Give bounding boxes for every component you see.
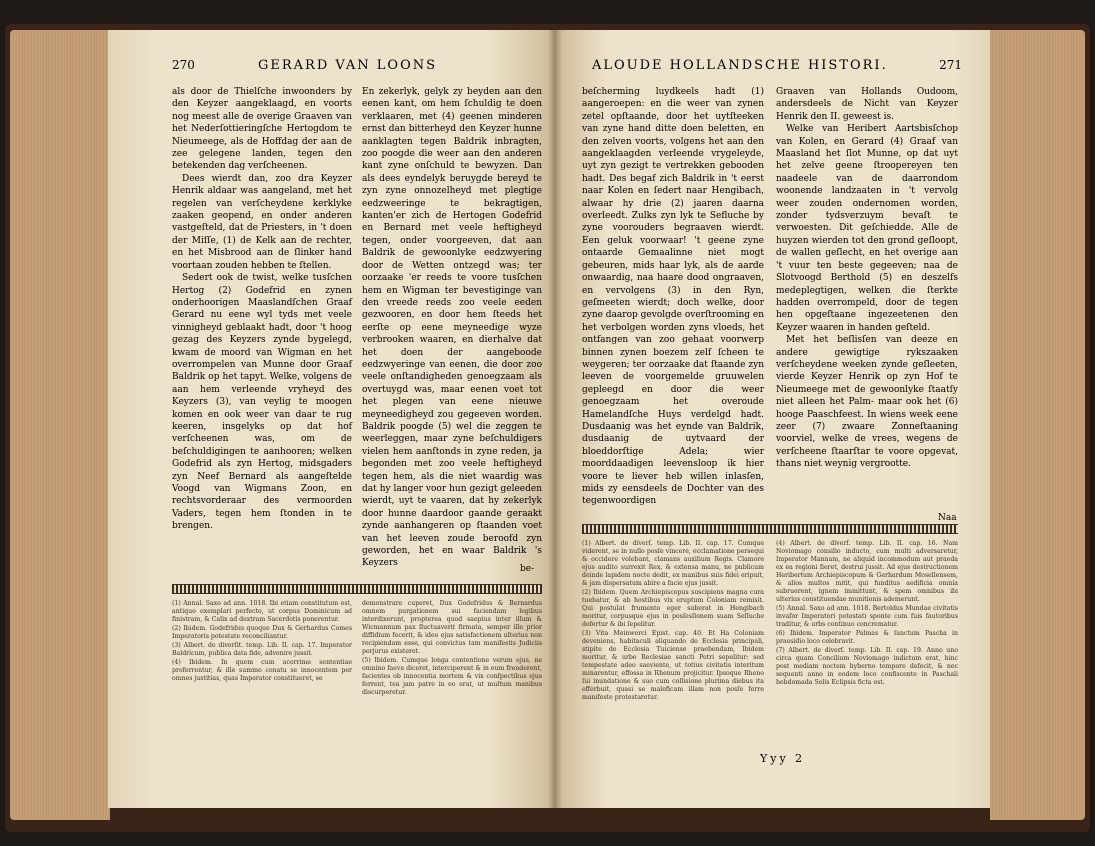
footnote: (1) Annal. Saxo ad ann. 1018. Ibi etiam constitutum est, antiquo exemplari perfecto, ut corpus Dominicum ad finistram, & Calix ad dextram Sacerdotis ponerentur.: [172, 600, 352, 623]
paragraph: Met het beſlisſen van deeze en andere gewigtige rykszaaken verſcheydene weeken zynde geſleeten, vierde Keyzer Henrik op zyn Hof te Nieumeege met de gewoonlyke ſtaatſy niet alleen het Palm- maar ook het (6) hooge Paaschfeest. In wiens week eene zeer (7) zwaare Zonneſtaaning voorviel, welke de vrees, wegens de verſcheene ſtaarſtar te voore opgevat, thans niet weynig vergrootte.: [776, 335, 958, 470]
page-edges-left: [10, 30, 110, 820]
right-footnotes-1: [582, 540, 764, 750]
left-running-head: [172, 58, 542, 78]
footnote: (3) Vita Meinwerci Epist. cap. 40. Et Ha Coloniam deveniens, habitaculi aliquando de Ecclesia principali, stipite de Ecclesia Tuiciense praebendam, Ibidem moritur, & urbe Reclesiae sancti Petri sepelitur: sed tempestate adeo saeviente, ut totius civitatis interitum minarentur, effossa in Rhenum projicitur. Ipsoque Rheno ſui inundatione & suo cum collisione plurima diebus ita efferbuit, quasi se maleficam illam non posſe ferre manifeste protestaretur.: [582, 630, 764, 701]
paragraph: Dees wierdt dan, zoo dra Keyzer Henrik aldaar was aangeland, met het regelen van verſcheydene kerklyke zaaken geopend, en onder anderen vastgeſteld, dat de Priesters, in 't doen der Miſſe, (1) de Kelk aan de rechter, en het Misbrood aan de ſlinker hand voortaan zouden hebben te ſtellen.: [172, 173, 352, 271]
right-running-title: ALOUDE HOLLANDSCHE HISTORI.: [592, 58, 888, 73]
footnote: (4) Ibidem. In quem cum acerrime sententiae proferrentur, & ille summo conatu se innocentem per omnes justitias, quas Imperator constitueret, se: [172, 659, 352, 682]
book-gutter: [548, 30, 562, 808]
footnote: (4) Albert. de diverſ. temp. Lib. II. cap. 16. Nam Noviomago consilio inducto, cum multi adversaretur, Imperator Mannam, ne aliquid incommodum aut praeda ex ea regioni fieret, destrui jussit. Ad ejus destructionem Heribertum Archiepiscopum & Gerhardum Mosellensem, & alios multos mitit, qui funditus aedificia omnia subruerent, ignem immittunt, & spem omnibus ibi ulterius constituendae munitionis ademerunt.: [776, 540, 958, 603]
right-page-number: 271: [939, 58, 962, 72]
right-footnotes-2: [776, 540, 958, 738]
footnote: demonstrare cuperet, Dux Godefridus & Bernardus omnem purgationem sui faciendam legibus interdixerunt, propterea quod saepius inter illum & Wicmannum pax fluctuaverit firmata, semper ille prior diffidium fecerit, & ideo ejus satisfactionem ulterius non recipiendam esse, qui convictus tam manifestis Judiciis perjurus existeret.: [362, 600, 542, 655]
right-column-2: [776, 86, 958, 506]
right-running-head: [592, 58, 962, 78]
paragraph: Welke van Heribert Aartsbisſchop van Kolen, en Gerard (4) Graaf van Maasland het ſlot Munne, op dat uyt het zelve geene ſtroopereyen ten naadeele van de daarrondom woonende landzaaten in 't vervolg weer zouden ondernomen worden, zonder tydsverzuym bevaſt te verwoesten. Dit geſchiedde. Alle de huyzen wierden tot den grond geſloopt, de wallen geſlecht, en het overige aan 't vuur ten beste gegeeven; naa de Slotvoogd Berthold (5) en deszelfs medeplegtigen, welken die ſterkte hadden overrompeld, door de tegen hen opgeſtaane ingezeetenen den Keyzer waaren in handen geſteld.: [776, 124, 958, 333]
left-column-2: [362, 86, 542, 569]
left-page-number: 270: [172, 58, 195, 72]
footnote: (1) Albert. de diverſ. temp. Lib. II. cap. 17. Cumque viderent, se in nullo posſe vincere, ecclamatione persequi & occidere volebant, clamans auxilium Regis. Clamore ejus audito surrexit Rex, & extensa manu, ne publicum deinde lapidem nocte dedit, ex manibus suis fidei eripuit, & jam dispersatum abire a facie ejus jussit.: [582, 540, 764, 587]
right-ornamental-rule: [582, 524, 958, 534]
footnote: (7) Albert. de diverſ. temp. Lib. II. cap. 19. Anno uno circa quam Concilium Noviomago indictum erat, hinc post mediam noctem hyberno tempore defecit, & nec sequenti anno in eodem loco confiscente in Paschali hebdomada Solis Eclipsis ficta est.: [776, 647, 958, 686]
signature-mark: Yyy 2: [760, 752, 806, 765]
page-edges-right: [990, 30, 1085, 820]
paragraph: En zekerlyk, gelyk zy beyden aan den eenen kant, om hem ſchuldig te doen verklaaren, met (4) geenen minderen ernst dan bitterheyd den Keyzer hunne aanklagten tegen Baldrik inbragten, zoo poogde die weer aan den anderen kant zyne onſchuld te bewyzen. Dan als dees eyndelyk beruygde bereyd te zyn zyne onnozelheyd met plegtige eedzweeringe te bekragtigen, kanten'er zich de Hertogen Godefrid en Bernard met veele heftigheyd tegen, onder voorgeeven, dat aan Baldrik de gewoonlyke eedzwyering door de Wetten ontzegd was; ter oorzaake 'er reeds te voore tusſchen hem en Wigman ter bevestiginge van den vreede reeds zoo veele eeden gezwooren, en door hem ſteeds het eerſte op eene meyneedige wyze verbrooken waaren, en dierhalve dat het doen der aangeboode eedzwyeringe van eenen, die door zoo veele onſtandigheden genoegzaam als overtuygd was, maar eenen voet tot het plegen van eene nieuwe meyneedigheyd zou gegeeven worden. Baldrik poogde (5) wel die zeggen te weerleggen, maar zyne beſchuldigers vielen hem aanſtonds in zyne reden, ja begonden met zoo veele heftigheyd tegen hem, als die niet waardig was dat hy langer voor hun gezigt geleeden wierdt, uyt te vaaren, dat hy zekerlyk door hunne daardoor gaande geraakt zynde aanhangeren op ſtaanden voet van het leeven zoude beroofd zyn geworden, het en waar Baldrik 's Keyzers: [362, 87, 542, 569]
paragraph: als door de Thielſche inwoonders by den Keyzer aangeklaagd, en voorts nog meest alle de overige Graaven van het Nederſottieringſche Hertogdom te Nieumeege, als de Hoffdag der aan de zee gelegene landen, tegen den betekenden dag verſcheenen.: [172, 87, 352, 172]
left-running-title: GERARD VAN LOONS: [258, 58, 438, 73]
footnote: (6) Ibidem. Imperator Palmas & ſanctum Pascha in praesidio loco celebravit.: [776, 630, 958, 645]
left-ornamental-rule: [172, 584, 542, 594]
right-catchword: Naa: [938, 513, 957, 523]
left-catchword: be-: [520, 564, 535, 574]
footnote: (5) Ibidem. Cumque longa contentione verum ejus, ne omnino faeva diceret, interciperent & in eum frenderent, facientes ob innocentia mortem & vix confpectibus ejus ferrent, tea jam patre in eo erat, ut multum manibus discurperetur.: [362, 657, 542, 696]
footnote: (3) Albert. de diverſit. temp. Lib. II. cap. 17. Imperator Baldricum, publica data fide, advenire jussit.: [172, 642, 352, 657]
left-column-1: [172, 86, 352, 552]
paragraph: Sedert ook de twist, welke tusſchen Hertog (2) Godefrid en zynen onderhoorigen Maaslandſchen Graaf Gerard nu eene wyl tyds met veele vinnigheyd geblaakt hadt, door 't hoog gezag des Keyzers zynde bygelegd, kwam de moord van Wigman en het overrompelen van Munne door Graaf Baldrik op het tapyt. Welke, volgens de aan hem verleende vryheyd des Keyzers (3), van veylig te moogen komen en ook weer van daar te rug keeren, insgelyks op dat hof verſcheenen was, om de beſchuldigingen te aanhooren; welken Godefrid als zyn Hertog, midsgaders zyn Neef Bernard als aangeſtelde Voogd van Wigmans Zoon, en rechtsvorderaar des vermoorden Vaders, tegen hem ſtonden in te brengen.: [172, 273, 352, 532]
footnote: (2) Ibidem. Quem Archiepiscopus suscipiens magna cura tuebatur, & ab hostibus vix eruptum Coloniam remisit. Qui postulat frumento eger suberat in Hengibach moritur, corpusque ejus in posſesſionem suam Seſluche defertur & ibi ſepelitur.: [582, 589, 764, 628]
left-footnotes-1: [172, 600, 352, 720]
paragraph: Graaven van Hollands Oudoom, andersdeels de Nicht van Keyzer Henrik den II. geweest is.: [776, 87, 958, 122]
footnote: (2) Ibidem. Godefridus quoque Dux & Gerhardus Comes Imperatoris potestate reconciliantur.: [172, 625, 352, 640]
left-footnotes-2: [362, 600, 542, 720]
paragraph: beſcherming luydkeels hadt (1) aangeroepen: en die weer van zynen zetel opſtaande, door het uytſteeken van zyne hand ditte doen beletten, en den zelven voorts, volgens het aan den aangeklaagden verleende vrygeleyde, uyt zyn gezigt te vertrekken gebooden hadt. Des begaf zich Baldrik in 't eerst naar Kolen en ſedert naar Hengibach, alwaar hy drie (2) jaaren daarna overleedt. Zulks zyn lyk te Sefluche by zyne voorouders begraaven wierdt. Een geluk voorwaar! 't geene zyne ontaarde Gemaalinne niet mogt gebeuren, mids haar lyk, als de aarde onwaardig, naa haare dood ongraaven, en vervolgens (3) in den Ryn, geſmeeten wierdt; doch welke, door zyne daarop gevolgde overſtrooming en het verbolgen worden zyns vloeds, het ontfangen van zoo gehaat voorwerp binnen zynen boezem zelf ſcheen te weygeren; ter oorzaake dat ſtaande zyn leeven de voorgemelde gruuwelen gepleegd en door die weer genoegzaam het overoude Hamelandſche Huys verdelgd hadt. Dusdaanig was het eynde van Baldrik, dusdaanig de uytvaard der bloeddorſtige Adela; wier moorddaadigen leevensloop ik hier voore te liever heb willen inlasſen, mids zy eensdeels de Dochter van des tegenwoordigen: [582, 87, 764, 507]
right-column-1: [582, 86, 764, 556]
footnote: (5) Annal. Saxo ad ann. 1018. Bertoldus Mundae civitatis invafor Imperatori potestati sponte cum fuis fautoribus traditur, & urbs continuo concrematur.: [776, 605, 958, 628]
